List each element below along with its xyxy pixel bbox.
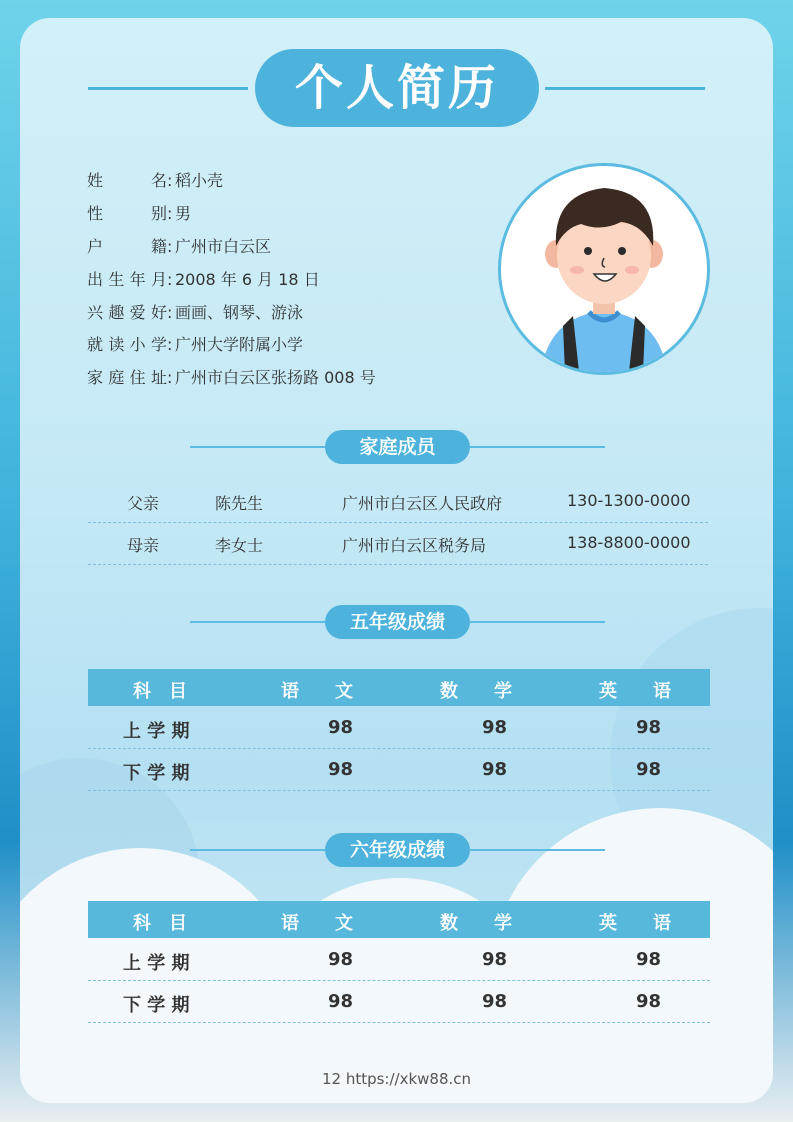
info-row-hobbies xyxy=(87,300,303,324)
term-label: 下 学 期 xyxy=(123,763,190,784)
col-chinese: 语 文 xyxy=(281,913,353,934)
info-value: 广州市白云区张扬路 008 号 xyxy=(175,368,376,387)
score-chinese: 98 xyxy=(328,759,354,780)
col-subject: 科 目 xyxy=(133,681,187,702)
info-value: 稻小壳 xyxy=(175,171,224,190)
info-colon: : xyxy=(167,303,173,322)
resume-sheet xyxy=(20,18,773,1103)
page-title: 个人简历 xyxy=(255,49,539,127)
info-colon: : xyxy=(167,204,173,223)
term-label: 上 学 期 xyxy=(123,953,190,974)
info-value: 广州市白云区 xyxy=(175,237,272,256)
score-english: 98 xyxy=(636,717,662,738)
family-row xyxy=(88,480,708,523)
grade5-heading: 五年级成绩 xyxy=(325,605,470,639)
score-chinese: 98 xyxy=(328,717,354,738)
info-colon: : xyxy=(167,270,173,289)
footer-url: 12 https://xkw88.cn xyxy=(321,1070,472,1088)
grade5-heading-line-left xyxy=(190,621,325,623)
family-relation: 母亲 xyxy=(127,536,160,555)
score-math: 98 xyxy=(482,759,508,780)
info-colon: : xyxy=(167,171,173,190)
family-phone: 138-8800-0000 xyxy=(567,533,691,552)
score-english: 98 xyxy=(636,759,662,780)
score-math: 98 xyxy=(482,949,508,970)
info-value: 男 xyxy=(175,204,192,223)
score-math: 98 xyxy=(482,717,508,738)
info-label: 兴趣爱好 xyxy=(87,303,167,322)
info-value: 2008 年 6 月 18 日 xyxy=(175,270,320,289)
grade6-table-header xyxy=(88,901,710,938)
info-value: 画画、钢琴、游泳 xyxy=(175,303,304,322)
grade5-table-header xyxy=(88,669,710,706)
info-row-gender xyxy=(87,201,191,225)
info-label: 出生年月 xyxy=(87,270,167,289)
family-relation: 父亲 xyxy=(127,494,160,513)
info-row-hukou xyxy=(87,234,271,258)
score-english: 98 xyxy=(636,991,662,1012)
family-name: 李女士 xyxy=(215,536,264,555)
info-label: 户籍 xyxy=(87,237,167,256)
info-row-birthdate xyxy=(87,267,320,291)
term-label: 上 学 期 xyxy=(123,721,190,742)
boy-avatar-icon xyxy=(501,166,707,372)
info-colon: : xyxy=(167,368,173,387)
grade6-heading-line-right xyxy=(470,849,605,851)
table-row xyxy=(88,707,710,749)
info-value: 广州大学附属小学 xyxy=(175,335,304,354)
avatar xyxy=(498,163,710,375)
info-label: 性别 xyxy=(87,204,167,223)
grade6-heading: 六年级成绩 xyxy=(325,833,470,867)
col-english: 英 语 xyxy=(599,681,671,702)
title-line-right xyxy=(545,87,705,90)
table-row xyxy=(88,981,710,1023)
col-math: 数 学 xyxy=(440,681,512,702)
info-colon: : xyxy=(167,335,173,354)
info-label: 就读小学 xyxy=(87,335,167,354)
info-label: 家庭住址 xyxy=(87,368,167,387)
family-workplace: 广州市白云区税务局 xyxy=(342,536,487,555)
col-math: 数 学 xyxy=(440,913,512,934)
family-heading-line-right xyxy=(470,446,605,448)
family-workplace: 广州市白云区人民政府 xyxy=(342,494,503,513)
family-heading: 家庭成员 xyxy=(325,430,470,464)
info-row-name xyxy=(87,168,223,192)
score-chinese: 98 xyxy=(328,991,354,1012)
info-colon: : xyxy=(167,237,173,256)
grade6-heading-line-left xyxy=(190,849,325,851)
col-english: 英 语 xyxy=(599,913,671,934)
family-phone: 130-1300-0000 xyxy=(567,491,691,510)
table-row xyxy=(88,939,710,981)
title-line-left xyxy=(88,87,248,90)
info-row-address xyxy=(87,365,376,389)
score-math: 98 xyxy=(482,991,508,1012)
info-label: 姓名 xyxy=(87,171,167,190)
term-label: 下 学 期 xyxy=(123,995,190,1016)
table-row xyxy=(88,749,710,791)
col-chinese: 语 文 xyxy=(281,681,353,702)
family-row xyxy=(88,522,708,565)
family-name: 陈先生 xyxy=(215,494,264,513)
col-subject: 科 目 xyxy=(133,913,187,934)
score-chinese: 98 xyxy=(328,949,354,970)
score-english: 98 xyxy=(636,949,662,970)
family-heading-line-left xyxy=(190,446,325,448)
info-row-school xyxy=(87,332,303,356)
grade5-heading-line-right xyxy=(470,621,605,623)
